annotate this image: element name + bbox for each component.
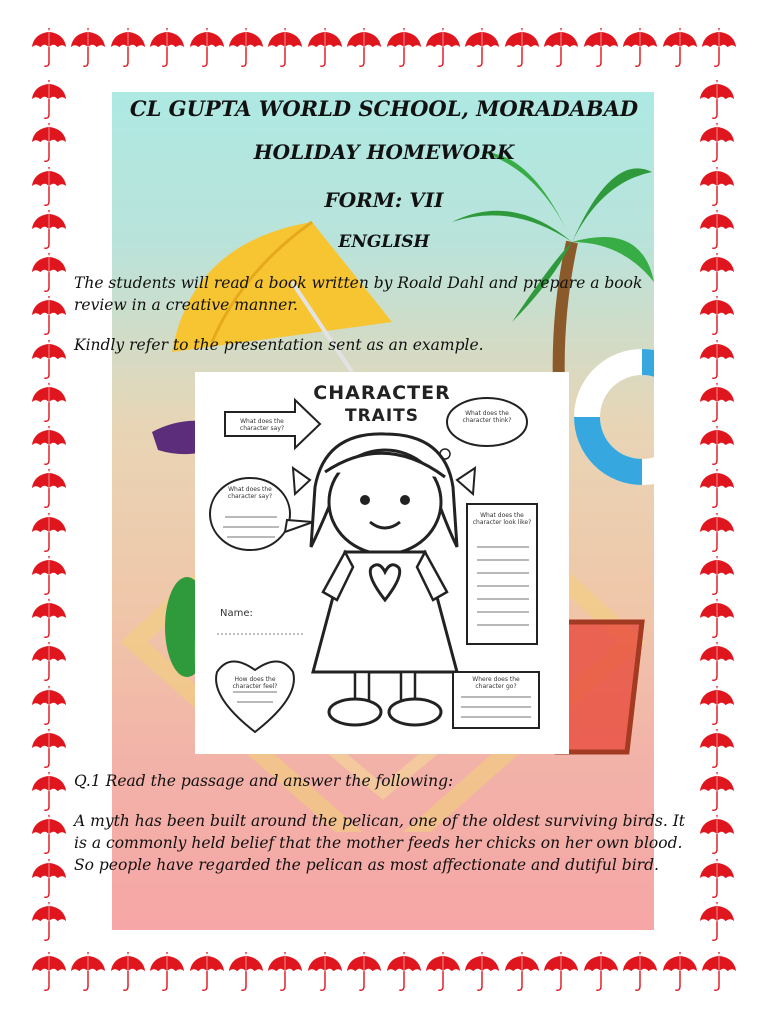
school-name: CL GUPTA WORLD SCHOOL, MORADABAD xyxy=(129,96,639,121)
umbrella-icon xyxy=(30,28,68,70)
umbrella-icon xyxy=(30,556,68,598)
umbrella-icon xyxy=(698,513,736,555)
question-text: Q.1 Read the passage and answer the following: xyxy=(74,772,454,790)
worksheet-title-line2: TRAITS xyxy=(344,406,419,426)
umbrella-icon xyxy=(227,952,265,994)
umbrella-icon xyxy=(69,28,107,70)
umbrella-icon xyxy=(700,952,738,994)
umbrella-icon xyxy=(621,952,659,994)
umbrella-icon xyxy=(698,253,736,295)
umbrella-icon xyxy=(385,952,423,994)
umbrella-icon xyxy=(542,952,580,994)
name-label: Name: xyxy=(220,608,253,619)
worksheet-title-line1: CHARACTER xyxy=(313,382,451,404)
umbrella-icon xyxy=(30,642,68,684)
umbrella-icon xyxy=(148,28,186,70)
umbrella-icon xyxy=(227,28,265,70)
umbrella-icon xyxy=(385,28,423,70)
subject-heading: ENGLISH xyxy=(338,232,430,252)
umbrella-icon xyxy=(621,28,659,70)
umbrella-icon xyxy=(582,952,620,994)
umbrella-icon xyxy=(698,296,736,338)
umbrella-icon xyxy=(698,902,736,944)
umbrella-border-top xyxy=(30,28,738,74)
umbrella-icon xyxy=(30,815,68,857)
umbrella-icon xyxy=(542,28,580,70)
umbrella-icon xyxy=(306,952,344,994)
cloud-label: What does the character think? xyxy=(462,410,512,424)
scroll-label: What does the character look like? xyxy=(472,512,532,526)
box-label: Where does the character go? xyxy=(472,676,520,690)
umbrella-icon xyxy=(30,599,68,641)
umbrella-icon xyxy=(424,952,462,994)
umbrella-icon xyxy=(188,28,226,70)
umbrella-icon xyxy=(698,642,736,684)
umbrella-icon xyxy=(148,952,186,994)
bubble-label: What does the character say? xyxy=(227,486,273,500)
umbrella-icon xyxy=(345,28,383,70)
umbrella-icon xyxy=(698,426,736,468)
umbrella-icon xyxy=(188,952,226,994)
umbrella-icon xyxy=(463,952,501,994)
umbrella-icon xyxy=(463,28,501,70)
umbrella-icon xyxy=(30,469,68,511)
umbrella-icon xyxy=(698,469,736,511)
arrow-label: What does the character say? xyxy=(239,418,285,432)
umbrella-icon xyxy=(698,815,736,857)
feelings-heart xyxy=(216,661,294,732)
umbrella-icon xyxy=(700,28,738,70)
umbrella-border-bottom xyxy=(30,952,738,998)
umbrella-icon xyxy=(30,383,68,425)
umbrella-icon xyxy=(30,729,68,771)
umbrella-icon xyxy=(698,686,736,728)
umbrella-icon xyxy=(698,556,736,598)
umbrella-icon xyxy=(109,952,147,994)
instruction-text: The students will read a book written by Roald Dahl and prepare a book review in a creative manner. xyxy=(74,274,643,314)
umbrella-icon xyxy=(661,28,699,70)
passage-text: A myth has been built around the pelican, one of the oldest surviving birds. It is a commonly held belief that the mother feeds her chicks on her own blood. So people have regarded the pelican as most affectionate and dutiful bird. xyxy=(74,812,686,874)
umbrella-icon xyxy=(30,772,68,814)
umbrella-icon xyxy=(30,902,68,944)
umbrella-icon xyxy=(698,599,736,641)
umbrella-icon xyxy=(503,952,541,994)
umbrella-icon xyxy=(30,952,68,994)
umbrella-icon xyxy=(30,426,68,468)
umbrella-icon xyxy=(424,28,462,70)
umbrella-icon xyxy=(698,859,736,901)
umbrella-icon xyxy=(30,686,68,728)
umbrella-icon xyxy=(345,952,383,994)
form-heading: FORM: VII xyxy=(324,188,444,212)
umbrella-icon xyxy=(109,28,147,70)
umbrella-icon xyxy=(698,340,736,382)
umbrella-icon xyxy=(306,28,344,70)
umbrella-icon xyxy=(582,28,620,70)
umbrella-icon xyxy=(266,28,304,70)
umbrella-icon xyxy=(30,859,68,901)
heart-label: How does the character feel? xyxy=(232,676,278,690)
umbrella-icon xyxy=(30,340,68,382)
character-traits-worksheet xyxy=(195,372,569,754)
umbrella-icon xyxy=(30,296,68,338)
umbrella-icon xyxy=(503,28,541,70)
reference-text: Kindly refer to the presentation sent as an example. xyxy=(74,336,484,354)
umbrella-icon xyxy=(30,253,68,295)
umbrella-icon xyxy=(698,729,736,771)
umbrella-icon xyxy=(266,952,304,994)
homework-heading: HOLIDAY HOMEWORK xyxy=(253,140,515,164)
umbrella-icon xyxy=(661,952,699,994)
umbrella-icon xyxy=(30,513,68,555)
umbrella-icon xyxy=(698,772,736,814)
life-ring-icon xyxy=(562,342,654,492)
umbrella-icon xyxy=(69,952,107,994)
umbrella-icon xyxy=(698,383,736,425)
